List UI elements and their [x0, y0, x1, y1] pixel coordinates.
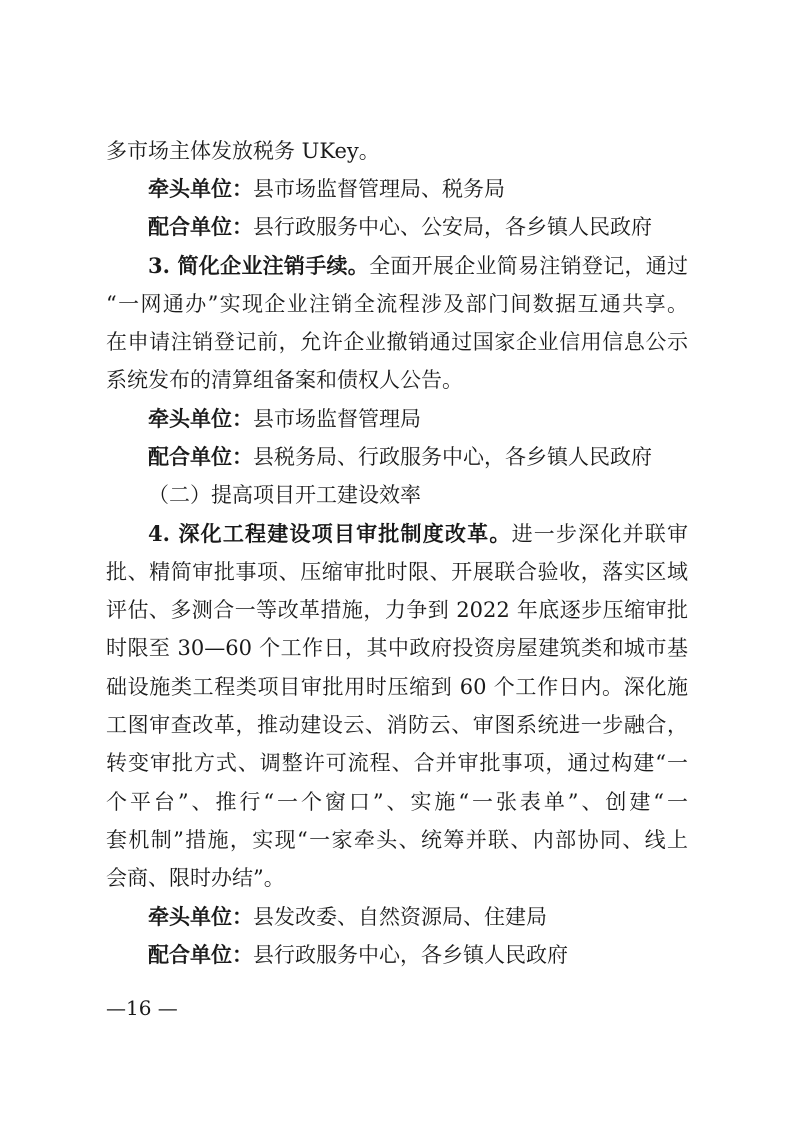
item-heading-line	[148, 519, 688, 549]
coop-unit-text: 县税务局、行政服务中心，各乡镇人民政府	[253, 445, 652, 469]
coop-unit-label: 配合单位：	[148, 214, 253, 239]
body-text: 评估、多测合一等改革措施，力争到 2022 年底逐步压缩审批	[106, 598, 688, 622]
body-text: 全面开展企业简易注销登记，通过	[369, 254, 688, 278]
body-line	[106, 825, 688, 855]
body-line	[106, 748, 688, 778]
coop-unit-label: 配合单位：	[148, 444, 253, 469]
lead-unit-label: 牵头单位：	[148, 904, 253, 929]
lead-unit-line	[148, 174, 688, 204]
body-text: 批、精简审批事项、压缩审批时限、开展联合验收，落实区域	[106, 560, 688, 584]
body-text: 多市场主体发放税务 UKey。	[106, 139, 380, 163]
item-heading-line	[148, 251, 688, 281]
body-text: 进一步深化并联审	[511, 522, 688, 546]
body-line	[106, 289, 688, 319]
body-line	[106, 136, 688, 166]
body-line	[106, 710, 688, 740]
lead-unit-line	[148, 404, 688, 434]
body-text: 础设施类工程类项目审批用时压缩到 60 个工作日内。深化施	[106, 675, 688, 699]
section-heading: （二）提高项目开工建设效率	[148, 483, 421, 507]
body-text: 在申请注销登记前，允许企业撤销通过国家企业信用信息公示	[106, 330, 688, 354]
body-line	[106, 672, 688, 702]
coop-unit-label: 配合单位：	[148, 942, 253, 967]
lead-unit-line	[148, 902, 688, 932]
lead-unit-label: 牵头单位：	[148, 176, 253, 201]
body-text: 会商、限时办结”。	[106, 866, 285, 890]
lead-unit-text: 县市场监督管理局	[253, 407, 421, 431]
body-text: 工图审查改革，推动建设云、消防云、审图系统进一步融合，	[106, 713, 688, 737]
body-line	[106, 595, 688, 625]
item-heading: 4. 深化工程建设项目审批制度改革。	[148, 521, 512, 546]
coop-unit-line	[148, 940, 688, 970]
item-heading: 3. 简化企业注销手续。	[148, 253, 370, 278]
body-text: “一网通办”实现企业注销全流程涉及部门间数据互通共享。	[106, 292, 688, 316]
coop-unit-text: 县行政服务中心、公安局，各乡镇人民政府	[253, 215, 652, 239]
body-line	[106, 557, 688, 587]
lead-unit-text: 县发改委、自然资源局、住建局	[253, 905, 547, 929]
body-text: 个平台”、推行“一个窗口”、实施“一张表单”、创建“一	[106, 790, 688, 814]
lead-unit-text: 县市场监督管理局、税务局	[253, 177, 505, 201]
body-line	[106, 365, 688, 395]
body-text: 时限至 30—60 个工作日，其中政府投资房屋建筑类和城市基	[106, 636, 688, 660]
page-number: —16 —	[106, 996, 178, 1020]
body-text: 系统发布的清算组备案和债权人公告。	[106, 368, 463, 392]
coop-unit-text: 县行政服务中心，各乡镇人民政府	[253, 943, 568, 967]
body-line	[106, 633, 688, 663]
body-line	[106, 863, 688, 893]
body-line	[106, 327, 688, 357]
section-heading-line	[148, 480, 688, 510]
body-text: 套机制”措施，实现“一家牵头、统筹并联、内部协同、线上	[106, 828, 688, 852]
lead-unit-label: 牵头单位：	[148, 406, 253, 431]
coop-unit-line	[148, 212, 688, 242]
body-text: 转变审批方式、调整许可流程、合并审批事项，通过构建“一	[106, 751, 688, 775]
coop-unit-line	[148, 442, 688, 472]
body-line	[106, 787, 688, 817]
